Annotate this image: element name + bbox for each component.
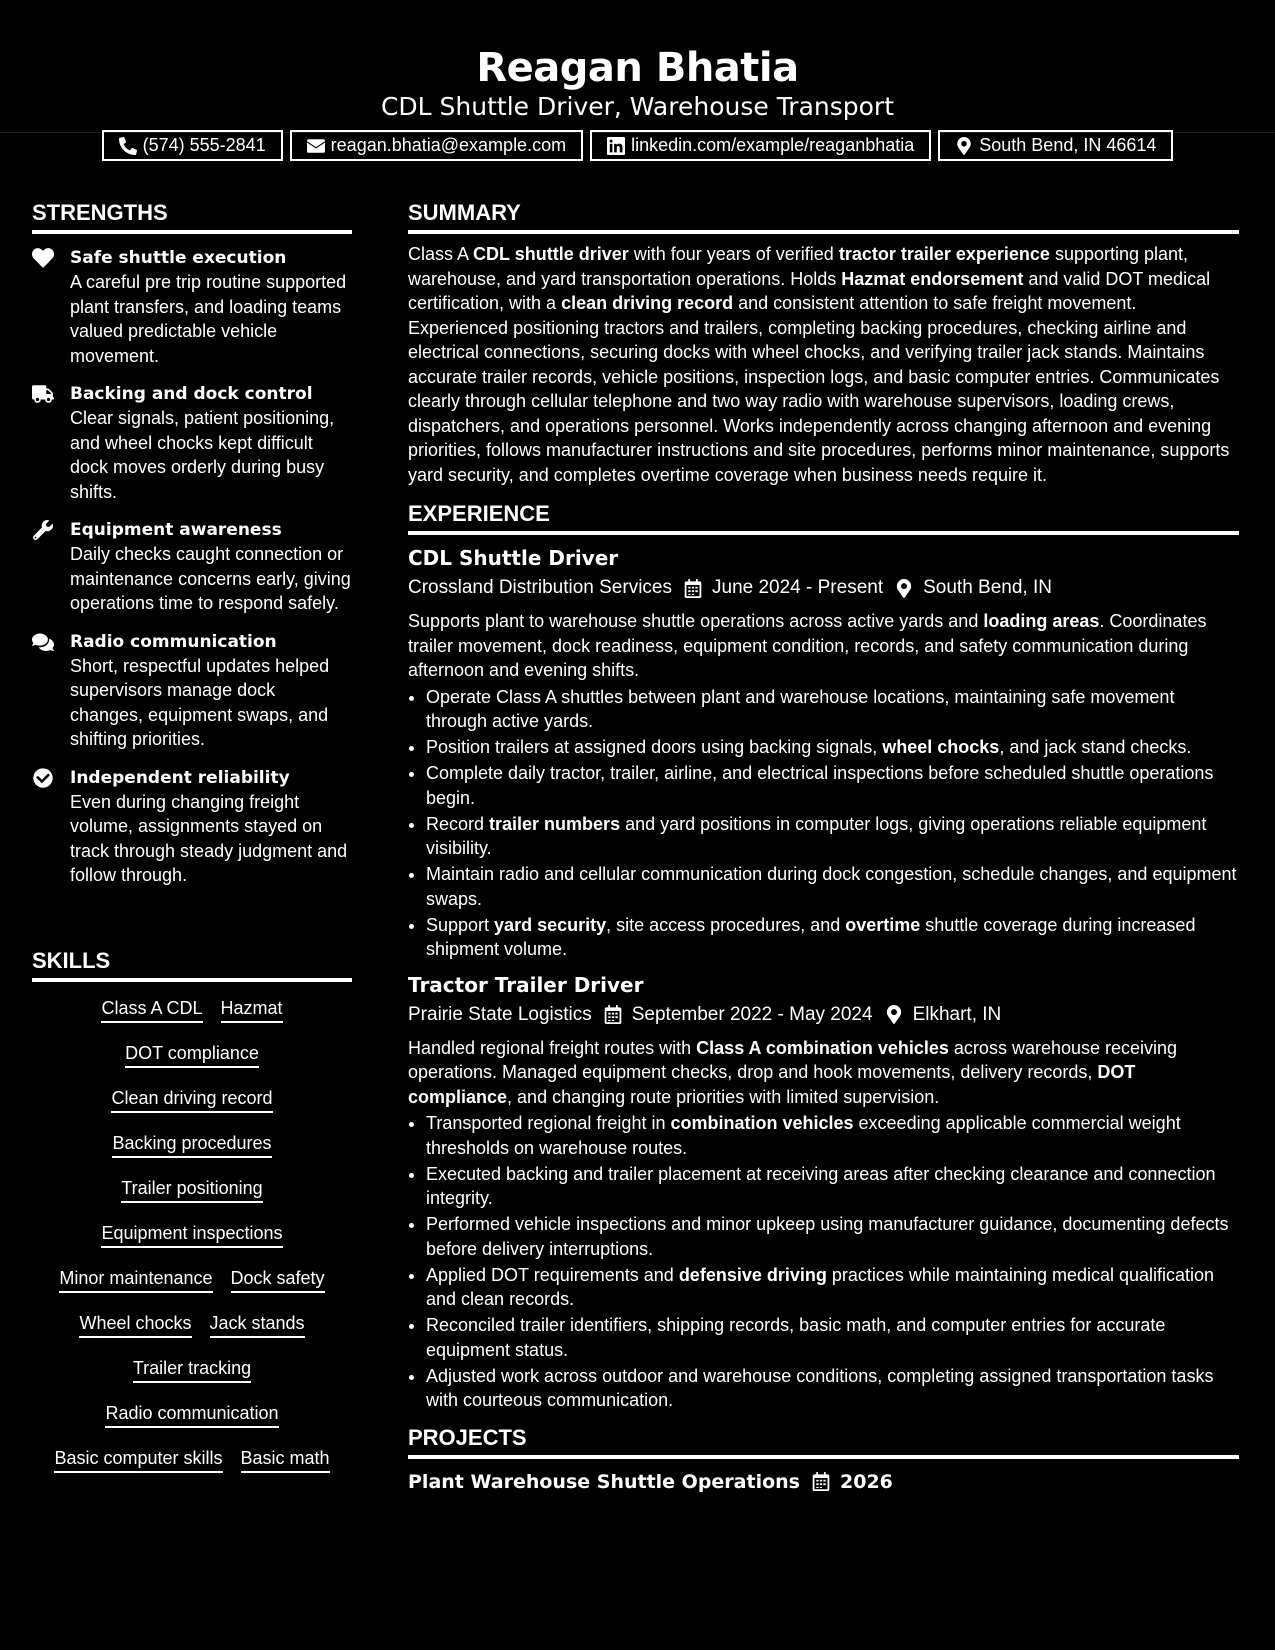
job-bullet-text: Maintain radio and cellular communication during dock congestion, schedule changes, and equipment swaps.	[426, 864, 1237, 909]
summary-highlight: CDL shuttle driver	[473, 244, 629, 264]
job-description-text: . Coordinates trailer movement, dock readiness, equipment condition, records, and safety communication during afternoon and evening shifts.	[408, 611, 1207, 680]
phone-icon	[119, 137, 137, 155]
map-pin-icon	[895, 579, 913, 598]
contact-phone[interactable]	[102, 130, 283, 161]
map-pin-icon	[955, 137, 973, 155]
job-bullets	[408, 1111, 1239, 1413]
experience-list	[408, 545, 1239, 1413]
job-bullet-text: Operate Class A shuttles between plant and warehouse locations, maintaining safe movement through active yards.	[426, 686, 1175, 731]
skill-tag: DOT compliance	[125, 1041, 259, 1068]
skill-row	[32, 1350, 352, 1395]
job-location: Elkhart, IN	[912, 1003, 1002, 1025]
linkedin-icon	[607, 137, 625, 155]
project-year: 2026	[840, 1470, 893, 1493]
main-column	[408, 200, 1239, 1495]
strength-item	[32, 382, 352, 504]
skill-tag: Backing procedures	[112, 1131, 271, 1158]
strengths-list	[32, 246, 352, 888]
job-bullet-text: and yard positions in computer logs, giving operations reliable equipment visibility.	[426, 813, 1207, 858]
job-bullet-text: practices while maintaining medical qualification and clean records.	[426, 1264, 1215, 1309]
job-bullet-highlight: overtime	[845, 914, 921, 935]
job-bullet	[426, 1263, 1239, 1312]
strength-item	[32, 766, 352, 888]
job-bullet-highlight: yard security	[494, 914, 607, 935]
contact-email-text: reagan.bhatia@example.com	[330, 135, 567, 155]
job-bullet-text: Complete daily tractor, trailer, airline, and electrical inspections before scheduled shuttle operations begin.	[426, 763, 1214, 808]
skill-tag: Radio communication	[105, 1401, 278, 1428]
job-description	[408, 609, 1239, 683]
skill-row	[32, 1125, 352, 1170]
skill-tag: Hazmat	[221, 996, 283, 1023]
skill-tag: Clean driving record	[111, 1086, 272, 1113]
job-bullet	[426, 1212, 1239, 1261]
job-bullet-highlight: combination vehicles	[670, 1113, 854, 1133]
job-company: Crossland Distribution Services	[408, 577, 672, 598]
job-dates: September 2022 - May 2024	[631, 1003, 873, 1025]
contact-linkedin[interactable]	[590, 130, 931, 161]
truck-icon	[32, 382, 70, 504]
strength-title: Radio communication	[70, 631, 277, 652]
job-bullet-text: shuttle coverage during increased shipment volume.	[426, 914, 1196, 959]
skill-tag: Equipment inspections	[101, 1221, 282, 1248]
job-bullet-highlight: trailer numbers	[489, 813, 621, 834]
job-bullet	[426, 862, 1239, 911]
strength-description: Short, respectful updates helped supervisors manage dock changes, equipment swaps, and shifting priorities.	[70, 655, 330, 749]
job-bullet-text: Record	[426, 813, 490, 834]
job-bullets	[408, 685, 1239, 962]
job-description-highlight: Class A combination vehicles	[696, 1037, 949, 1058]
projects-heading: PROJECTS	[408, 1425, 1239, 1459]
contact-phone-text: (574) 555-2841	[142, 135, 266, 155]
job-description-highlight: loading areas	[983, 611, 1100, 631]
job-entry	[408, 545, 1239, 962]
summary-heading: SUMMARY	[408, 200, 1239, 234]
skill-tag: Trailer positioning	[121, 1176, 262, 1203]
skill-row	[32, 1395, 352, 1440]
job-title: CDL Shuttle Driver	[408, 546, 619, 570]
calendar-icon	[684, 579, 702, 598]
strength-description: A careful pre trip routine supported plant transfers, and loading teams valued predictable vehicle movement.	[70, 272, 347, 366]
job-description-highlight: DOT compliance	[408, 1062, 1136, 1107]
calendar-icon	[812, 1472, 830, 1491]
project-item	[408, 1469, 1239, 1495]
summary-highlight: tractor trailer experience	[838, 244, 1050, 264]
skill-tag: Minor maintenance	[59, 1266, 212, 1293]
skill-row	[32, 1305, 352, 1350]
job-meta	[408, 575, 1239, 601]
summary-text: Class A	[408, 244, 474, 264]
heart-icon	[32, 246, 70, 368]
skill-tag: Basic math	[241, 1446, 330, 1473]
job-description	[408, 1036, 1239, 1110]
experience-heading: EXPERIENCE	[408, 501, 1239, 535]
job-description-text: Handled regional freight routes with	[408, 1037, 697, 1058]
job-bullet	[426, 1111, 1239, 1160]
skills-list	[32, 990, 352, 1485]
resume-header	[0, 0, 1275, 155]
contact-bar	[0, 130, 1275, 161]
job-bullet-text: Transported regional freight in	[426, 1113, 671, 1133]
job-bullet	[426, 685, 1239, 734]
job-entry	[408, 972, 1239, 1413]
envelope-icon	[307, 137, 325, 155]
strength-item	[32, 518, 352, 616]
strengths-heading: STRENGTHS	[32, 200, 352, 234]
job-bullet-highlight: defensive driving	[678, 1264, 827, 1285]
job-bullet-text: , and jack stand checks.	[999, 737, 1192, 757]
job-bullet	[426, 1162, 1239, 1211]
job-bullet-text: Executed backing and trailer placement at receiving areas after checking clearance and connection integrity.	[426, 1163, 1216, 1208]
strengths-section	[32, 200, 352, 902]
skill-row	[32, 1080, 352, 1125]
strength-title: Backing and dock control	[70, 384, 313, 404]
strength-description: Daily checks caught connection or maintenance concerns early, giving operations time to respond safely.	[70, 544, 351, 613]
strength-item	[32, 630, 352, 752]
map-pin-icon	[885, 1005, 903, 1024]
job-dates: June 2024 - Present	[712, 577, 884, 598]
job-title: Tractor Trailer Driver	[408, 972, 644, 997]
job-company: Prairie State Logistics	[408, 1003, 592, 1025]
comments-icon	[32, 630, 70, 752]
skill-row	[32, 1440, 352, 1485]
project-title: Plant Warehouse Shuttle Operations	[408, 1470, 800, 1493]
job-bullet	[426, 735, 1239, 760]
skill-tag: Jack stands	[210, 1311, 305, 1338]
summary-text	[408, 242, 1239, 487]
job-bullet-text: Position trailers at assigned doors using backing signals,	[426, 737, 883, 757]
job-bullet-highlight: wheel chocks	[882, 737, 1000, 757]
job-bullet-text: Support	[426, 914, 495, 935]
job-bullet-text: exceeding applicable commercial weight thresholds on warehouse routes.	[426, 1113, 1181, 1158]
summary-text: with four years of verified	[628, 244, 839, 264]
summary-text: and valid DOT medical certification, with a	[408, 268, 1211, 313]
skill-row	[32, 1170, 352, 1215]
skill-tag: Class A CDL	[101, 996, 202, 1023]
check-circle-icon	[32, 766, 70, 888]
contact-location	[938, 130, 1173, 161]
summary-text: and consistent attention to safe freight movement. Experienced positioning tractors and trailers, completing backing procedures, checking airline and electrical connections, securing docks with wheel chocks, and verifying trailer jack stands. Maintains accurate trailer records, vehicle positions, inspection logs, and basic computer entries. Communicates clearly through cellular telephone and two way radio with warehouse supervisors, loading crews, dispatchers, and operations personnel. Works independently across changing afternoon and evening priorities, follows manufacturer instructions and site procedures, performs minor maintenance, supports yard security, and completes overtime coverage when business needs require it.	[408, 293, 1230, 485]
skill-tag: Trailer tracking	[133, 1356, 251, 1383]
skills-heading: SKILLS	[32, 948, 352, 982]
strength-title: Equipment awareness	[70, 520, 282, 540]
job-bullet-text: Applied DOT requirements and	[426, 1264, 679, 1285]
strength-description: Clear signals, patient positioning, and wheel chocks kept difficult dock moves orderly during busy shifts.	[70, 408, 335, 502]
wrench-icon	[32, 518, 70, 616]
job-bullet-text: Reconciled trailer identifiers, shipping records, basic math, and computer entries for accurate equipment status.	[426, 1315, 1166, 1360]
job-description-text: , and changing route priorities with limited supervision.	[507, 1086, 940, 1107]
job-description-text: Supports plant to warehouse shuttle operations across active yards and	[408, 611, 984, 631]
strength-description: Even during changing freight volume, assignments stayed on track through steady judgment and follow through.	[70, 791, 348, 885]
skills-section	[32, 948, 352, 1485]
job-bullet	[426, 812, 1239, 861]
summary-highlight: clean driving record	[561, 293, 734, 313]
skill-row	[32, 1215, 352, 1260]
skill-tag: Basic computer skills	[54, 1446, 222, 1473]
contact-linkedin-text: linkedin.com/example/reaganbhatia	[631, 135, 915, 155]
job-description-text: across warehouse receiving operations. Managed equipment checks, drop and hook movements, delivery records,	[408, 1037, 1178, 1082]
skill-row	[32, 1260, 352, 1305]
contact-location-text: South Bend, IN 46614	[979, 135, 1157, 155]
job-bullet-text: Performed vehicle inspections and minor upkeep using manufacturer guidance, documenting defects before delivery interruptions.	[426, 1214, 1229, 1259]
job-bullet-text: Adjusted work across outdoor and warehouse conditions, completing assigned transportation tasks with courteous communication.	[426, 1365, 1214, 1410]
strength-title: Safe shuttle execution	[70, 248, 287, 268]
calendar-icon	[604, 1005, 622, 1024]
candidate-name: Reagan Bhatia	[476, 45, 799, 91]
job-bullet	[426, 761, 1239, 810]
strength-title: Independent reliability	[70, 767, 290, 788]
job-bullet-text: , site access procedures, and	[606, 914, 846, 935]
job-location: South Bend, IN	[923, 577, 1052, 598]
skill-row	[32, 1035, 352, 1080]
summary-text: supporting plant, warehouse, and yard transportation operations. Holds	[408, 244, 1189, 289]
summary-highlight: Hazmat endorsement	[841, 268, 1024, 289]
job-bullet	[426, 1364, 1239, 1413]
job-bullet	[426, 1313, 1239, 1362]
job-bullet	[426, 913, 1239, 962]
strength-item	[32, 246, 352, 368]
skill-row	[32, 990, 352, 1035]
contact-email[interactable]	[290, 130, 583, 161]
skill-tag: Dock safety	[231, 1266, 325, 1293]
job-meta	[408, 1002, 1239, 1028]
skill-tag: Wheel chocks	[79, 1311, 191, 1338]
candidate-title: CDL Shuttle Driver, Warehouse Transport	[380, 92, 895, 121]
